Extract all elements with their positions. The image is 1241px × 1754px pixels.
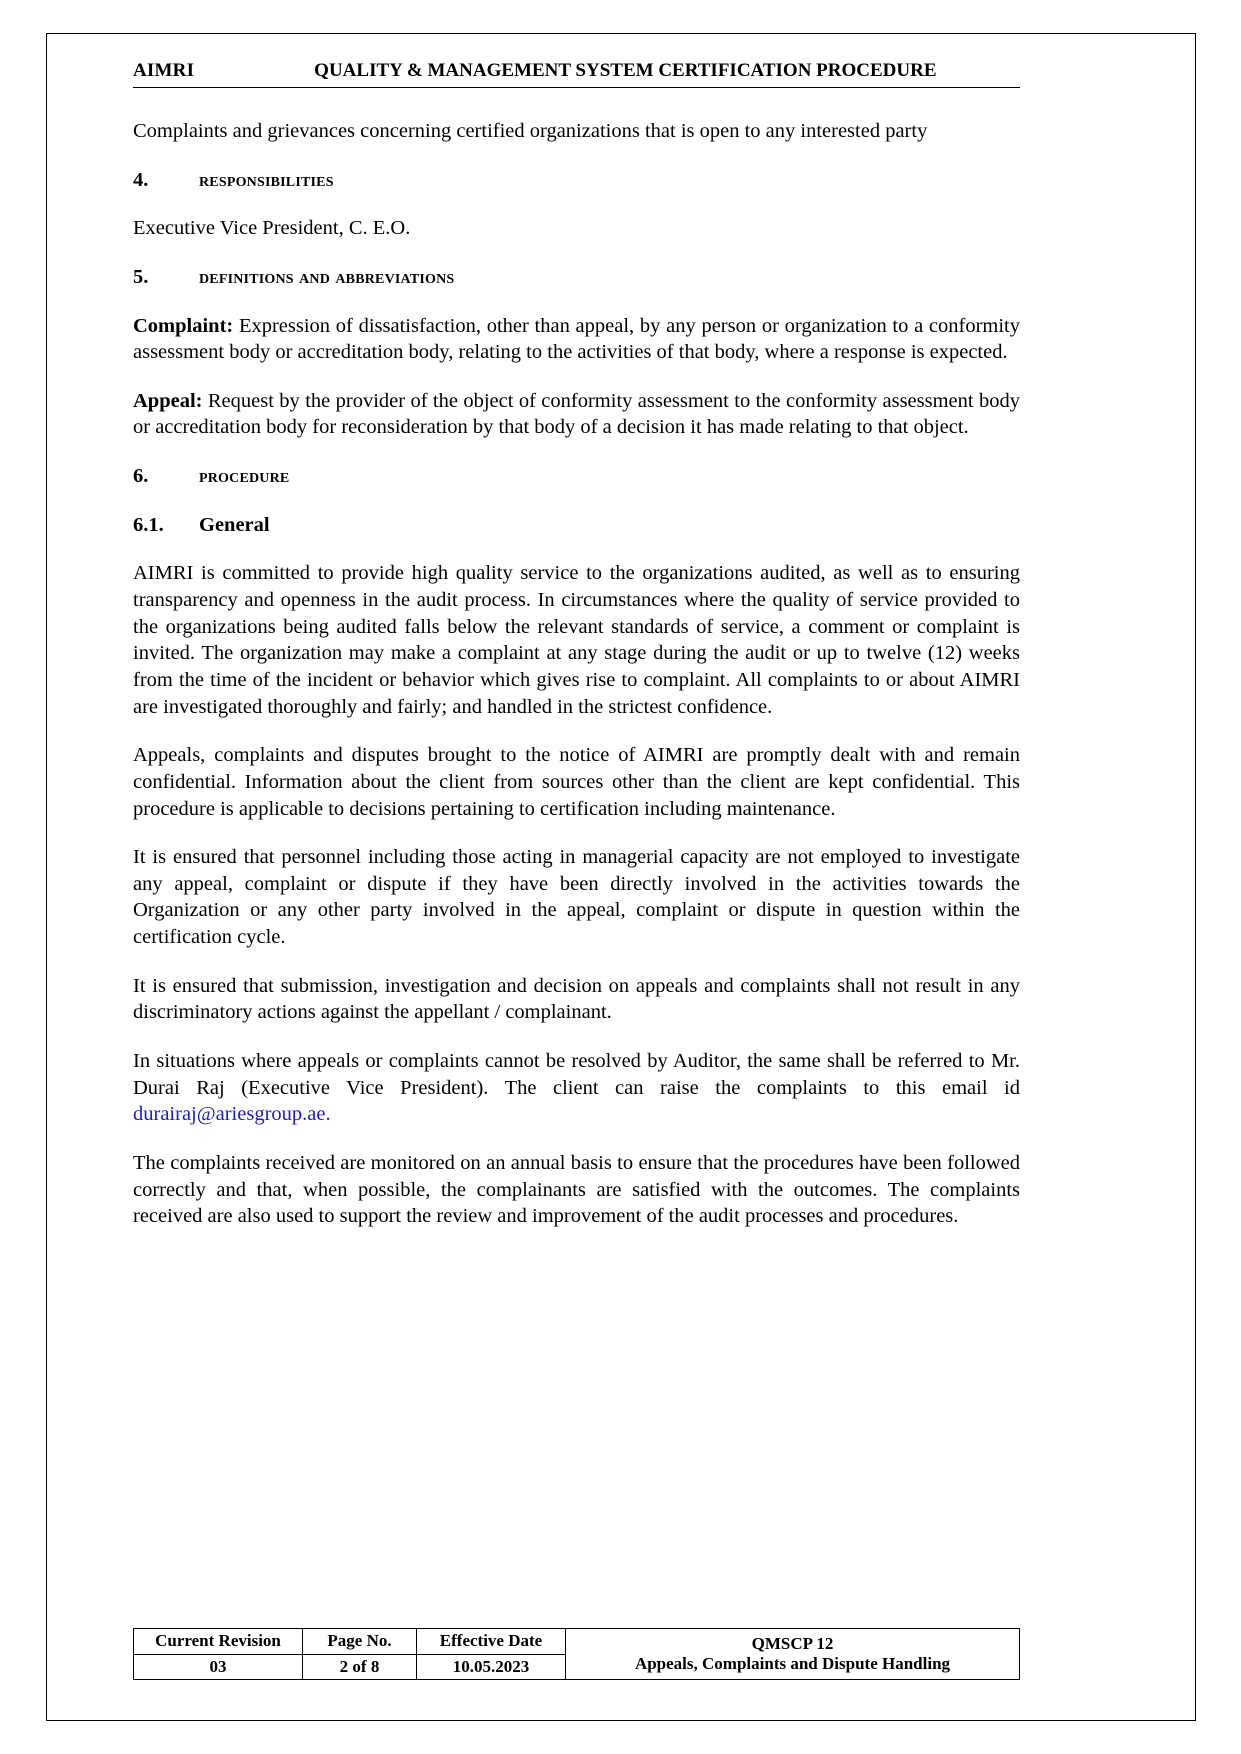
complaint-text: Expression of dissatisfaction, other than appeal, by any person or organization to a conformity assessment body or accreditation body, relating to the activities of that body, where a response is expected. <box>133 314 1020 364</box>
footer-doc-title: Appeals, Complaints and Dispute Handling <box>634 1654 951 1674</box>
general-paragraph-2: Appeals, complaints and disputes brought to the notice of AIMRI are promptly dealt with and remain confidential. Information about the client from sources other than the client are kept confidential. This procedure is applicable to decisions pertaining to certification including maintenance. <box>133 744 1020 820</box>
appeal-text: Request by the provider of the object of conformity assessment to the conformity assessment body or accreditation body for reconsideration by that body of a decision it has made relating to that object. <box>133 389 1020 439</box>
document-content <box>133 60 1020 1252</box>
section-heading-4 <box>133 167 1020 194</box>
footer-cell-current-revision-header: Current Revision <box>134 1629 303 1655</box>
intro-paragraph: Complaints and grievances concerning certified organizations that is open to any interested party <box>133 120 928 142</box>
email-trailing-period: . <box>325 1103 331 1126</box>
general-paragraph-4: It is ensured that submission, investigation and decision on appeals and complaints shall not result in any discriminatory actions against the appellant / complainant. <box>133 974 1020 1024</box>
general-paragraph-6: The complaints received are monitored on an annual basis to ensure that the procedures have been followed correctly and that, when possible, the complainants are satisfied with the outcomes. The complaints received are also used to support the review and improvement of the audit processes and procedures. <box>133 1151 1020 1228</box>
complaint-definition <box>133 313 1020 366</box>
document-header <box>133 60 1020 88</box>
general-paragraph-5 <box>133 1048 1020 1128</box>
document-body <box>133 118 1020 1230</box>
section-heading-5 <box>133 264 1020 291</box>
section-heading-6 <box>133 463 1020 490</box>
contact-email-link[interactable]: durairaj@ariesgroup.ae <box>133 1103 326 1126</box>
footer-cell-document-identity <box>566 1629 1020 1680</box>
section-label-6: procedure <box>199 465 290 488</box>
company-name: AIMRI <box>133 60 195 81</box>
escalation-text: In situations where appeals or complaints cannot be resolved by Auditor, the same shall be referred to Mr. Durai Raj (Executive Vice President). The client can raise the complaints to this email id <box>133 1050 1020 1099</box>
footer-doc-code: QMSCP 12 <box>751 1633 834 1653</box>
footer-cell-page-no-value: 2 of 8 <box>303 1654 417 1680</box>
section-number-6-1: 6.1. <box>133 513 164 536</box>
section-heading-6-1 <box>133 512 1020 539</box>
footer-cell-effective-date-value: 10.05.2023 <box>417 1654 566 1680</box>
document-header-title: QUALITY & MANAGEMENT SYSTEM CERTIFICATION PROCEDURE <box>314 60 937 81</box>
footer-cell-page-no-header: Page No. <box>303 1629 417 1655</box>
responsibilities-paragraph: Executive Vice President, C. E.O. <box>133 217 411 240</box>
document-footer-table <box>133 1628 1020 1680</box>
footer-cell-current-revision-value: 03 <box>134 1654 303 1680</box>
footer-cell-effective-date-header: Effective Date <box>417 1629 566 1655</box>
section-label-4: responsibilities <box>199 168 334 191</box>
appeal-term: Appeal: <box>133 389 203 412</box>
appeal-definition <box>133 388 1020 441</box>
section-number-4: 4. <box>133 168 149 191</box>
section-label-6-1: General <box>199 513 270 536</box>
complaint-term: Complaint: <box>133 314 234 337</box>
general-paragraph-3: It is ensured that personnel including those acting in managerial capacity are not employed to investigate any appeal, complaint or dispute if they have been directly involved in the activities towards the Organization or any other party involved in the appeal, complaint or dispute in question within the certification cycle. <box>133 846 1020 949</box>
section-number-5: 5. <box>133 265 149 288</box>
footer-row-headers <box>134 1629 1020 1655</box>
section-label-5: definitions and abbreviations <box>199 265 455 288</box>
general-paragraph-1: AIMRI is committed to provide high quality service to the organizations audited, as well as to ensuring transparency and openness in the audit process. In circumstances where the quality of service provided to the organizations being audited falls below the relevant standards of service, a comment or complaint is invited. The organization may make a complaint at any stage during the audit or up to twelve (12) weeks from the time of the incident or behavior which gives rise to complaint. All complaints to or about AIMRI are investigated thoroughly and fairly; and handled in the strictest confidence. <box>133 562 1020 718</box>
section-number-6: 6. <box>133 465 149 488</box>
